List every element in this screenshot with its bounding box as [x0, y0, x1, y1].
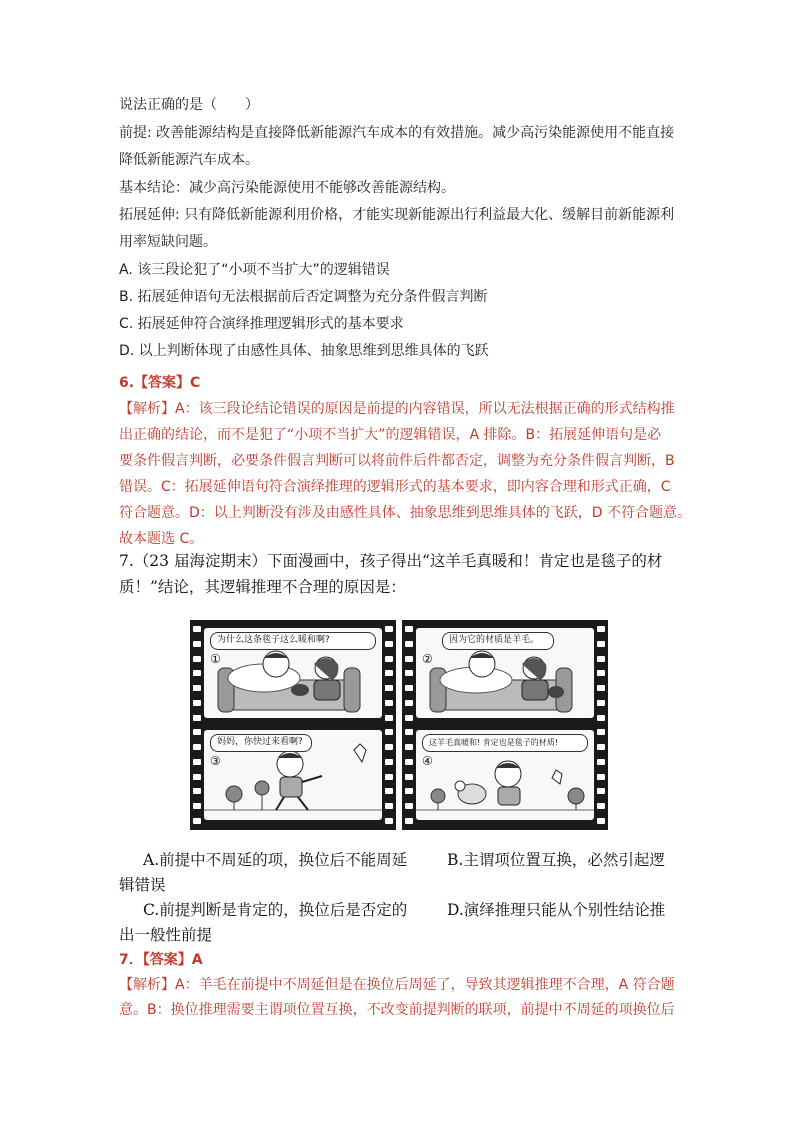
q6-answer: 6.【答案】C	[119, 375, 201, 391]
q6-extension-line1: 拓展延伸: 只有降低新能源利用价格，才能实现新能源出行利益最大化、缓解目前新能源利	[119, 207, 675, 223]
film-perforations	[597, 626, 605, 824]
q6-conclusion: 基本结论：减少高污染能源使用不能够改善能源结构。	[119, 180, 455, 196]
q6-stem: 说法正确的是（ ）	[119, 97, 259, 113]
film-strip-right	[402, 620, 608, 830]
q7-option-a: A.前提中不周延的项，换位后不能周延	[143, 851, 408, 869]
q6-premise-line2: 降低新能源汽车成本。	[119, 152, 259, 168]
q7-option-c: C.前提判断是肯定的，换位后是否定的	[143, 901, 408, 919]
speech-bubble: 这羊毛真暖和! 肯定也是毯子的材质!	[422, 734, 588, 752]
q7-stem-line2: 质！”结论，其逻辑推理不合理的原因是：	[119, 578, 406, 596]
film-perforations	[405, 626, 413, 824]
q7-option-b-cont: 辑错误	[119, 876, 166, 894]
q6-analysis-line3: 要条件假言判断，必要条件假言判断可以将前件后件都否定，调整为充分条件假言判断，B	[119, 453, 675, 469]
q6-option-a: A. 该三段论犯了“小项不当扩大”的逻辑错误	[119, 262, 390, 278]
q6-analysis-line4: 错误。C：拓展延伸语句符合演绎推理的逻辑形式的基本要求，即内容合理和形式正确，C	[119, 479, 671, 495]
q6-premise-line1: 前提: 改善能源结构是直接降低新能源汽车成本的有效措施。减少高污染能源使用不能直接	[119, 125, 675, 141]
film-strip-left	[190, 620, 396, 830]
comic-panel-1	[204, 628, 382, 718]
q6-extension-line2: 用率短缺问题。	[119, 234, 217, 250]
panel-number: ④	[422, 754, 433, 768]
film-perforations	[385, 626, 393, 824]
speech-bubble: 妈妈，你快过来看啊?	[210, 734, 312, 752]
panel-number: ③	[210, 754, 221, 768]
q6-analysis-line6: 故本题选 C。	[119, 531, 204, 547]
q7-option-b: B.主谓项位置互换，必然引起逻	[447, 851, 665, 869]
comic-strip	[190, 620, 608, 830]
q6-analysis-line5: 符合题意。D：以上判断没有涉及由感性具体、抽象思维到思维具体的飞跃，D 不符合题意。	[119, 505, 692, 521]
speech-bubble: 因为它的材质是羊毛。	[442, 632, 554, 650]
q7-option-d: D.演绎推理只能从个别性结论推	[447, 901, 666, 919]
q6-option-d: D. 以上判断体现了由感性具体、抽象思维到思维具体的飞跃	[119, 343, 489, 359]
q6-analysis-line1: 【解析】A：该三段论结论错误的原因是前提的内容错误，所以无法根据正确的形式结构推	[119, 401, 675, 417]
q7-stem-line1: 7.（23 届海淀期末）下面漫画中，孩子得出“这羊毛真暖和！肯定也是毯子的材	[119, 552, 663, 570]
q7-analysis-line2: 意。B：换位推理需要主谓项位置互换，不改变前提判断的联项，前提中不周延的项换位后	[119, 1002, 675, 1018]
comic-panel-4	[416, 730, 594, 820]
q7-option-d-cont: 出一般性前提	[119, 926, 213, 944]
comic-panel-3	[204, 730, 382, 820]
q7-answer: 7．【答案】A	[119, 952, 203, 968]
speech-bubble: 为什么这条毯子这么暖和啊?	[210, 632, 376, 650]
film-perforations	[193, 626, 201, 824]
panel-number: ②	[422, 652, 433, 666]
comic-panel-2	[416, 628, 594, 718]
q6-analysis-line2: 出正确的结论，而不是犯了“小项不当扩大”的逻辑错误，A 排除。B：拓展延伸语句是必	[119, 427, 662, 443]
q7-analysis-line1: 【解析】A：羊毛在前提中不周延但是在换位后周延了，导致其逻辑推理不合理，A 符合题	[119, 977, 675, 993]
panel-number: ①	[210, 652, 221, 666]
q6-option-c: C. 拓展延伸符合演绎推理逻辑形式的基本要求	[119, 316, 404, 332]
q6-option-b: B. 拓展延伸语句无法根据前后否定调整为充分条件假言判断	[119, 289, 488, 305]
